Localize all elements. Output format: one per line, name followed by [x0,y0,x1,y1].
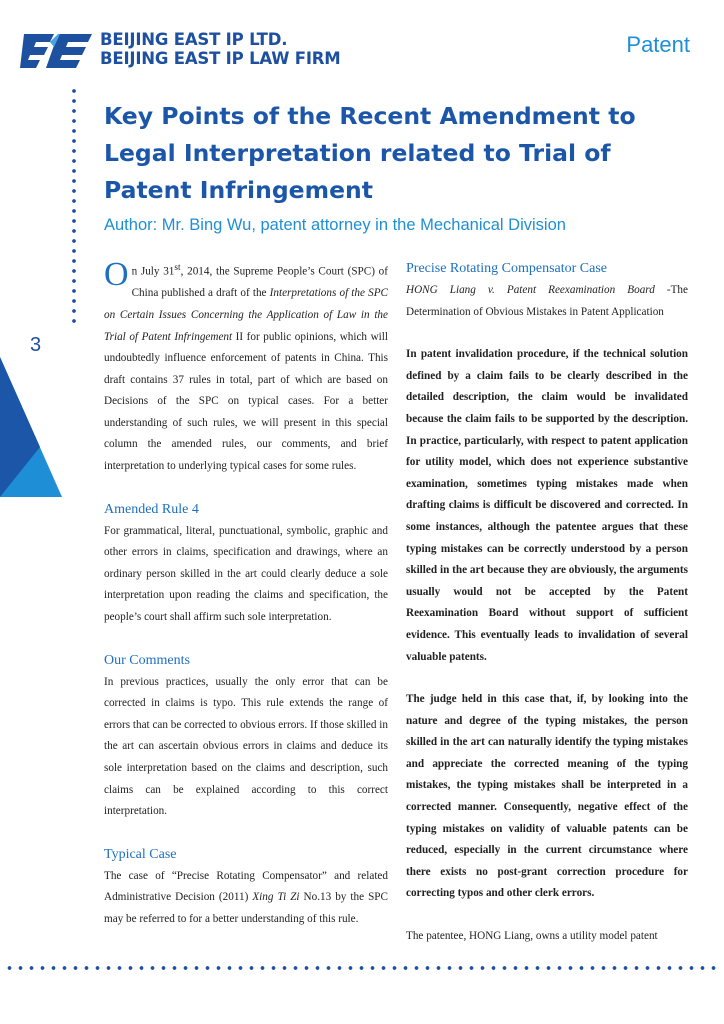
case-paragraph-3: The patentee, HONG Liang, owns a utility model patent [406,930,658,943]
vertical-dotted-divider [71,86,77,324]
case-title: Precise Rotating Compensator Case [406,261,608,276]
right-column [406,258,688,948]
case-paragraph-1: In patent invalidation procedure, if the technical solution defined by a claim fails to be clearly described in the detailed description, the claim would be invalidated because the claim fails to be supported by the description. In practice, particularly, with respect to patent application for utility model, which does not experience substantive examination, sometimes typing mistakes made when drafting claims is difficult be discovered and corrected. In some instances, although the patentee argues that these typing mistakes can be correctly understood by a person skilled in the art because they are obviously, the arguments usually would not be accepted by the Patent Reexamination Board without support of sufficient evidence. This eventually leads to invalidation of several valuable patents. [406,348,688,663]
firm-name [100,30,341,68]
firm-name-line1: BEIJING EAST IP LTD. [100,30,288,49]
article-author: Author: Mr. Bing Wu, patent attorney in the Mechanical Division [104,216,566,234]
case-text: The case of “Precise Rotating Compensator” and related Administrative Decision (2011) Xing Ti Zi No.13 by the SPC may be referred to for a better understanding of this rule. [104,869,388,925]
comments-heading: Our Comments [104,652,190,668]
case-subtitle: HONG Liang v. Patent Reexamination Board -The Determination of Obvious Mistakes in Patent Application [406,284,688,318]
side-triangle-decoration [0,357,62,497]
section-label: Patent [626,32,690,57]
logo-mark-icon [20,30,96,72]
left-column [104,258,388,931]
drop-cap: O [104,256,129,293]
article-title: Key Points of the Recent Amendment to Legal Interpretation related to Trial of Patent Infringement [104,102,636,204]
case-heading: Typical Case [104,846,177,862]
rule-text: For grammatical, literal, punctuational, symbolic, graphic and other errors in claims, specification and drawings, where an ordinary person skilled in the art could clearly deduce a sole interpretation upon reading the claims and specification, the people’s court shall affirm such sole interpretation. [104,524,388,624]
firm-name-line2: BEIJING EAST IP LAW FIRM [100,49,341,68]
bottom-dotted-divider [4,965,722,971]
intro-paragraph: On July 31st, 2014, the Supreme People’s Court (SPC) of China published a draft of the Interpretations of the SPC on Certain Issues Concerning the Application of Law in the Trial of Patent Infringement II for public opinions, which will undoubtedly influence enforcement of patents in China. This draft contains 37 rules in total, part of which are based on Decisions of the SPC on typical cases. For a better understanding of such rules, we will present in this special column the amended rules, our comments, and brief interpretation to underlying typical cases for some rules. [104,256,388,473]
firm-logo [20,30,341,76]
rule-heading: Amended Rule 4 [104,501,199,517]
page-number: 3 [30,334,42,356]
comments-text: In previous practices, usually the only error that can be corrected in claims is typo. This rule extends the range of errors that can be corrected to obvious errors. If those skilled in the art can ascertain obvious errors in claims and deduce its sole interpretation based on the claims and description, such claims can be explained according to this correct interpretation. [104,675,388,818]
case-paragraph-2: The judge held in this case that, if, by looking into the nature and degree of the typing mistakes, the person skilled in the art can naturally identify the typing mistakes and appreciate the corrected meaning of the typing mistakes, the typing mistakes shall be interpreted in a corrected manner. Consequently, negative effect of the typing mistakes on validity of valuable patents can be reduced, especially in the current circumstance where there exists no post-grant correction procedure for correcting typos and other clerk errors. [406,693,688,900]
